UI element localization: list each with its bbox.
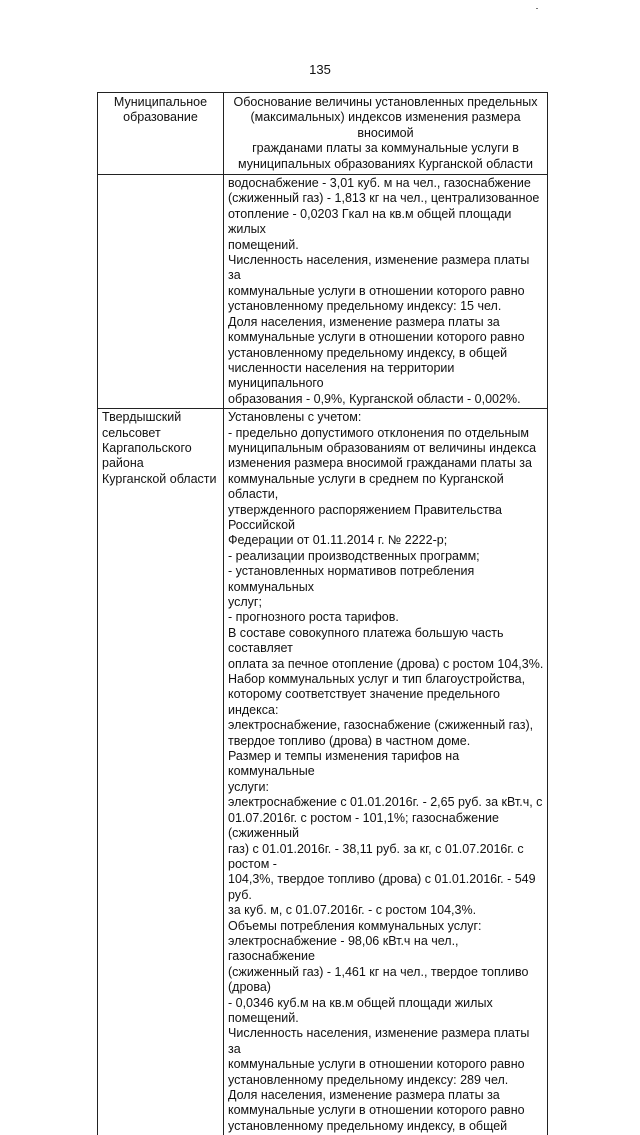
justification-table xyxy=(97,92,548,1135)
table-header-row xyxy=(98,93,548,175)
table-row xyxy=(98,175,548,409)
justification-cell: водоснабжение - 3,01 куб. м на чел., газоснабжение (сжиженный газ) - 1,813 кг на чел., централизованное отопление - 0,0203 Гкал на кв.м общей площади жилых помещений. Численность населения, изменение размера платы за коммунальные услуги в отношении которого равно установленному предельному индексу: 15 чел. Доля населения, изменение размера платы за коммунальные услуги в отношении которого равно установленному предельному индексу, в общей численности населения на территории муниципального образования - 0,9%, Курганской области - 0,002%. xyxy=(224,175,548,409)
table-row xyxy=(98,409,548,1135)
justification-cell: Установлены с учетом: - предельно допустимого отклонения по отдельным муниципальным образованиям от величины индекса изменения размера вносимой гражданами платы за коммунальные услуги в среднем по Курганской области, утвержденного распоряжением Правительства Российской Федерации от 01.11.2014 г. № 2222-р; - реализации производственных программ; - установленных нормативов потребления коммунальных услуг; - прогнозного роста тарифов. В составе совокупного платежа большую часть составляет оплата за печное отопление (дрова) с ростом 104,3%. Набор коммунальных услуг и тип благоустройства, которому соответствует значение предельного индекса: электроснабжение, газоснабжение (сжиженный газ), твердое топливо (дрова) в частном доме. Размер и темпы изменения тарифов на коммунальные услуги: электроснабжение с 01.01.2016г. - 2,65 руб. за кВт.ч, с 01.07.2016г. с ростом - 101,1%; газоснабжение (сжиженный газ) с 01.01.2016г. - 38,11 руб. за кг, с 01.07.2016г. с ростом - 104,3%, твердое топливо (дрова) с 01.01.2016г. - 549 руб. за куб. м, с 01.07.2016г. - с ростом 104,3%. Объемы потребления коммунальных услуг: электроснабжение - 98,06 кВт.ч на чел., газоснабжение (сжиженный газ) - 1,461 кг на чел., твердое топливо (дрова) - 0,0346 куб.м на кв.м общей площади жилых помещений. Численность населения, изменение размера платы за коммунальные услуги в отношении которого равно установленному предельному индексу: 289 чел. Доля населения, изменение размера платы за коммунальные услуги в отношении которого равно установленному предельному индексу, в общей xyxy=(224,409,548,1135)
header-justification: Обоснование величины установленных предельных (максимальных) индексов изменения размера вносимой гражданами платы за коммунальные услуги в муниципальных образованиях Курганской области xyxy=(224,93,548,175)
header-municipality: Муниципальное образование xyxy=(98,93,224,175)
municipality-cell xyxy=(98,175,224,409)
page-number: 135 xyxy=(309,62,331,77)
municipality-cell: Твердышский сельсовет Каргапольского района Курганской области xyxy=(98,409,224,1135)
scan-mark xyxy=(536,8,538,9)
